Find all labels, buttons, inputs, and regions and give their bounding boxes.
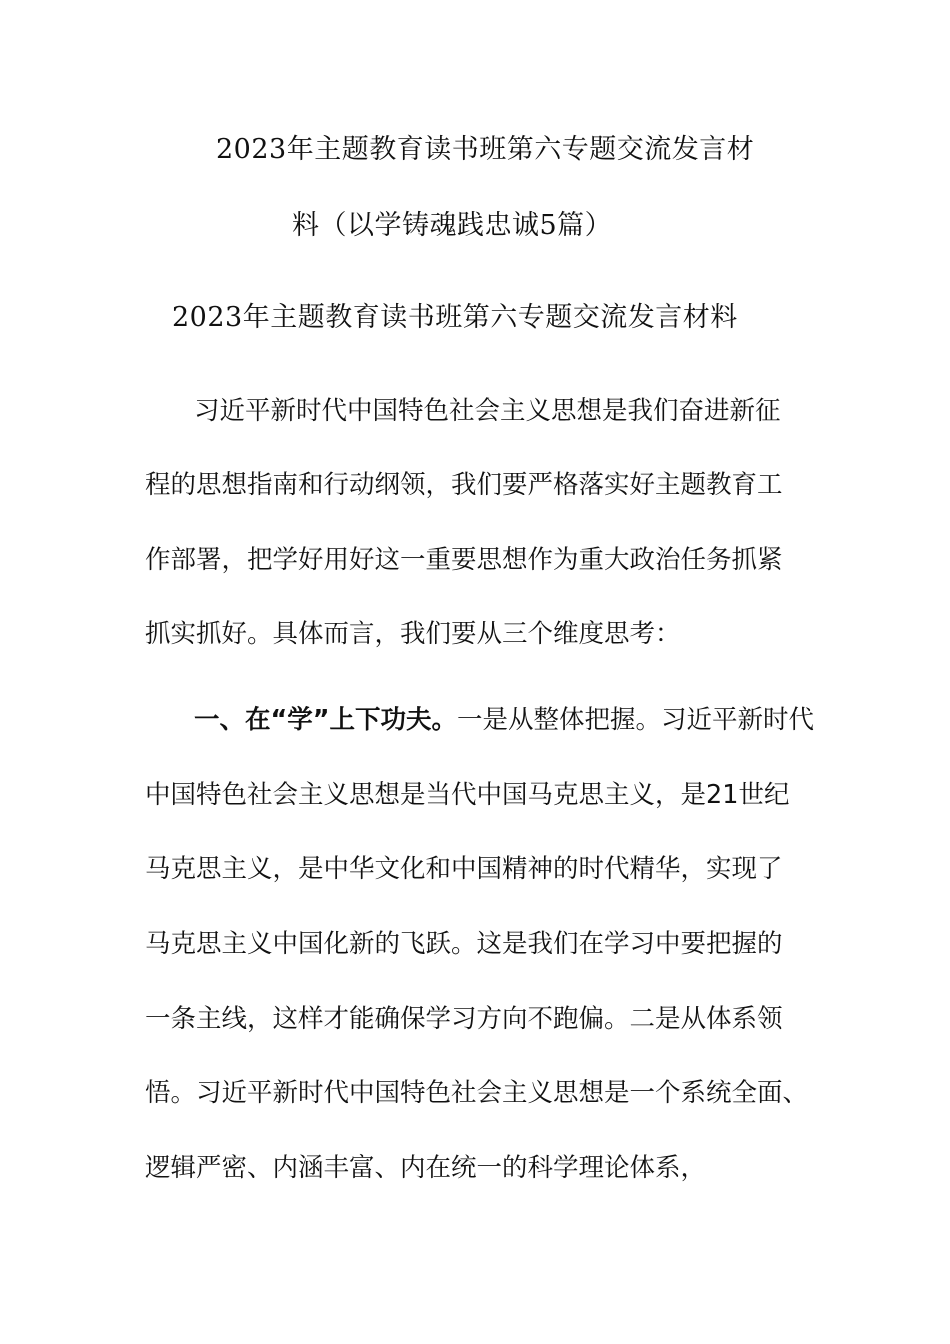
document-title-line-2: 料（以学铸魂践忠诚5篇）: [292, 210, 613, 241]
paragraph-2-line: 悟。习近平新时代中国特色社会主义思想是一个系统全面、: [145, 1078, 809, 1108]
paragraph-2-line: 逻辑严密、内涵丰富、内在统一的科学理论体系，: [145, 1153, 707, 1183]
paragraph-2-line: 中国特色社会主义思想是当代中国马克思主义，是21世纪: [145, 780, 790, 810]
document-title-line-1: 2023年主题教育读书班第六专题交流发言材: [216, 134, 755, 165]
paragraph-2-first-text: 一是从整体把握。习近平新时代: [457, 705, 815, 735]
document-subtitle: 2023年主题教育读书班第六专题交流发言材料: [172, 302, 738, 333]
section-heading: 一、在“学”上下功夫。: [194, 705, 458, 735]
paragraph-1-line: 程的思想指南和行动纲领，我们要严格落实好主题教育工: [145, 470, 783, 500]
paragraph-1-line: 抓实抓好。具体而言，我们要从三个维度思考：: [145, 619, 681, 649]
paragraph-1-line: 作部署，把学好用好这一重要思想作为重大政治任务抓紧: [145, 545, 783, 575]
paragraph-1-line: 习近平新时代中国特色社会主义思想是我们奋进新征: [194, 396, 781, 426]
paragraph-2-line: 马克思主义，是中华文化和中国精神的时代精华，实现了: [145, 854, 783, 884]
paragraph-2-line: 马克思主义中国化新的飞跃。这是我们在学习中要把握的: [145, 929, 783, 959]
paragraph-2-line: 一条主线，这样才能确保学习方向不跑偏。二是从体系领: [145, 1004, 783, 1034]
paragraph-2-first-line: [194, 700, 814, 740]
